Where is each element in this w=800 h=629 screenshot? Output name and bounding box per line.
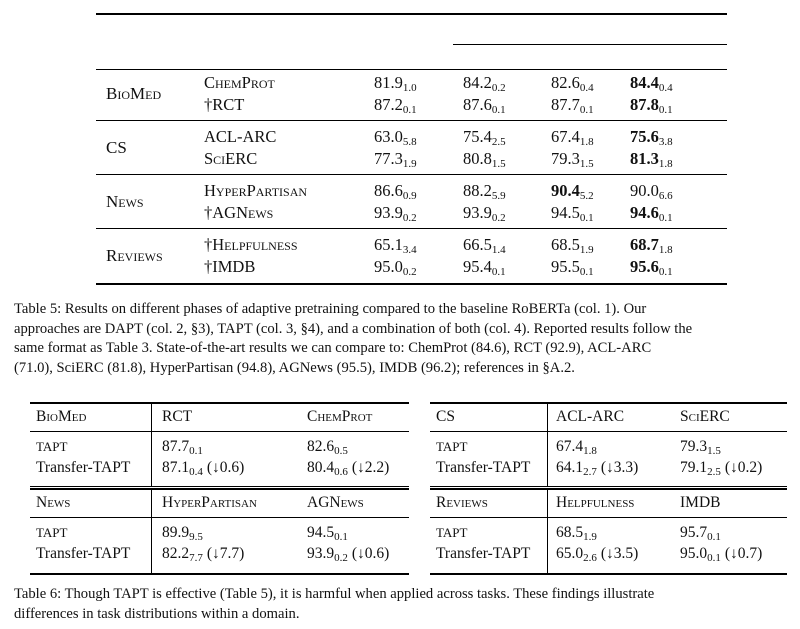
value-d xyxy=(463,73,506,93)
domain-label: BioMed xyxy=(106,84,162,103)
value-std: 7.7 xyxy=(189,552,203,564)
block-value xyxy=(162,544,244,564)
value-main: 64.1 xyxy=(556,459,584,476)
value-main: 63.0 xyxy=(374,127,403,146)
value-delta: (↓3.5) xyxy=(600,545,639,562)
value-main: 67.4 xyxy=(556,438,584,455)
block-value xyxy=(162,523,203,543)
value-main: 86.6 xyxy=(374,181,403,200)
value-r xyxy=(374,203,417,223)
value-d xyxy=(463,127,506,147)
caption-line: Table 5: Results on different phases of adaptive pretraining compared to the baseline RoBERTa (col. 1). Our xyxy=(14,301,647,317)
value-d xyxy=(463,149,506,169)
group-rule xyxy=(453,44,727,45)
block-value xyxy=(307,458,389,478)
value-dt xyxy=(630,257,673,277)
value-main: 87.7 xyxy=(162,438,190,455)
task-label: †RCT xyxy=(204,95,245,114)
value-main: 95.6 xyxy=(630,257,659,276)
value-std: 2.5 xyxy=(707,466,721,478)
value-std: 0.2 xyxy=(402,266,417,278)
value-std: 0.1 xyxy=(707,531,721,543)
value-std: 0.1 xyxy=(579,104,594,116)
group-rule-2 xyxy=(96,228,727,229)
value-std: 0.2 xyxy=(402,212,417,224)
block-col2-header: ChemProt xyxy=(307,408,373,425)
value-main: 87.1 xyxy=(162,459,190,476)
value-std: 1.9 xyxy=(402,158,417,170)
caption-line: approaches are DAPT (col. 2, §3), TAPT (col. 3, §4), and a combination of both (col. 4). Reported results follow the xyxy=(14,320,693,337)
block-col1-header: Helpfulness xyxy=(556,494,635,511)
value-d xyxy=(463,235,506,255)
value-main: 80.4 xyxy=(307,459,335,476)
value-main: 82.6 xyxy=(307,438,335,455)
value-std: 0.1 xyxy=(491,104,506,116)
value-main: 95.0 xyxy=(374,257,403,276)
value-std: 1.5 xyxy=(579,158,594,170)
value-std: 9.5 xyxy=(189,531,203,543)
block-top-rule xyxy=(430,402,787,404)
transfer-tapt-label: Transfer-TAPT xyxy=(36,459,131,476)
tapt-label: TAPT xyxy=(436,439,468,454)
block-value xyxy=(680,544,762,564)
tapt-label: TAPT xyxy=(436,525,468,540)
value-main: 79.3 xyxy=(551,149,580,168)
value-main: 81.9 xyxy=(374,73,403,92)
block-domain: BioMed xyxy=(36,408,87,425)
column-divider xyxy=(151,488,152,574)
value-std: 1.8 xyxy=(658,158,673,170)
block-bottom-rule xyxy=(430,486,787,487)
block-value xyxy=(680,458,762,478)
value-std: 1.5 xyxy=(707,445,721,457)
value-main: 68.7 xyxy=(630,235,659,254)
block-bottom-rule xyxy=(430,573,787,575)
value-delta: (↓3.3) xyxy=(600,459,639,476)
block-top-rule xyxy=(30,402,409,404)
value-main: 84.4 xyxy=(630,73,659,92)
value-r xyxy=(374,181,417,201)
value-std: 0.2 xyxy=(334,552,348,564)
block-value xyxy=(307,437,348,457)
block-top-rule xyxy=(430,488,787,490)
value-main: 87.8 xyxy=(630,95,659,114)
value-std: 5.8 xyxy=(402,136,417,148)
task-label: †IMDB xyxy=(204,257,256,276)
value-main: 65.0 xyxy=(556,545,584,562)
block-value xyxy=(162,458,244,478)
block-domain: CS xyxy=(436,408,455,425)
value-delta: (↓2.2) xyxy=(351,459,390,476)
tapt-label: TAPT xyxy=(36,525,68,540)
block-value xyxy=(680,437,721,457)
block-col1-header: RCT xyxy=(162,408,193,425)
value-main: 65.1 xyxy=(374,235,403,254)
value-t xyxy=(551,203,594,223)
block-top-rule xyxy=(30,488,409,490)
value-std: 5.9 xyxy=(491,190,506,202)
value-main: 90.4 xyxy=(551,181,580,200)
value-main: 82.6 xyxy=(551,73,580,92)
transfer-tapt-label: Transfer-TAPT xyxy=(36,545,131,562)
block-value xyxy=(307,544,389,564)
table-6-block xyxy=(30,402,409,488)
value-std: 1.8 xyxy=(658,244,673,256)
column-divider xyxy=(151,402,152,487)
value-main: 87.6 xyxy=(463,95,492,114)
value-std: 0.4 xyxy=(658,82,673,94)
value-r xyxy=(374,73,417,93)
value-delta: (↓0.2) xyxy=(724,459,763,476)
value-t xyxy=(551,257,594,277)
table-5-caption xyxy=(14,300,784,378)
tapt-label: TAPT xyxy=(36,439,68,454)
table-6-block xyxy=(430,488,787,574)
value-main: 87.2 xyxy=(374,95,403,114)
column-divider xyxy=(547,488,548,574)
domain-label: Reviews xyxy=(106,246,163,265)
value-main: 75.4 xyxy=(463,127,492,146)
block-value xyxy=(307,523,348,543)
value-main: 80.8 xyxy=(463,149,492,168)
block-domain: Reviews xyxy=(436,494,488,511)
caption-line: same format as Table 3. State-of-the-art results we can compare to: ChemProt (84.6), RCT (92.9), ACL-ARC xyxy=(14,340,652,357)
value-main: 93.9 xyxy=(374,203,403,222)
task-label: †AGNews xyxy=(204,203,274,222)
value-t xyxy=(551,149,594,169)
value-std: 1.4 xyxy=(491,244,506,256)
value-std: 2.7 xyxy=(583,466,597,478)
value-t xyxy=(551,127,594,147)
bottom-rule xyxy=(96,283,727,285)
task-label: SciERC xyxy=(204,149,258,168)
value-main: 88.2 xyxy=(463,181,492,200)
value-d xyxy=(463,181,506,201)
value-std: 0.1 xyxy=(579,212,594,224)
value-dt xyxy=(630,235,673,255)
block-value xyxy=(556,523,597,543)
value-std: 3.4 xyxy=(402,244,417,256)
value-std: 0.6 xyxy=(334,466,348,478)
value-dt xyxy=(630,149,673,169)
block-value xyxy=(556,458,638,478)
value-std: 3.8 xyxy=(658,136,673,148)
value-delta: (↓0.6) xyxy=(206,459,245,476)
value-main: 79.3 xyxy=(680,438,708,455)
value-main: 93.9 xyxy=(463,203,492,222)
column-divider xyxy=(547,402,548,487)
domain-label: News xyxy=(106,192,144,211)
value-delta: (↓0.7) xyxy=(724,545,763,562)
domain-label: CS xyxy=(106,138,127,157)
block-bottom-rule xyxy=(30,573,409,575)
value-dt xyxy=(630,95,673,115)
caption-line: (71.0), SciERC (81.8), HyperPartisan (94.8), AGNews (95.5), IMDB (96.2); references in §A.2. xyxy=(14,359,575,376)
value-main: 89.9 xyxy=(162,524,190,541)
value-main: 95.4 xyxy=(463,257,492,276)
value-std: 0.2 xyxy=(491,212,506,224)
value-std: 0.4 xyxy=(189,466,203,478)
header-rule xyxy=(96,69,727,70)
value-main: 84.2 xyxy=(463,73,492,92)
value-d xyxy=(463,95,506,115)
value-std: 5.2 xyxy=(579,190,594,202)
value-std: 6.6 xyxy=(658,190,673,202)
block-col2-header: SciERC xyxy=(680,408,730,425)
value-main: 95.7 xyxy=(680,524,708,541)
value-main: 75.6 xyxy=(630,127,659,146)
block-mid-rule xyxy=(30,431,409,432)
value-std: 0.1 xyxy=(491,266,506,278)
block-mid-rule xyxy=(430,431,787,432)
value-d xyxy=(463,203,506,223)
value-t xyxy=(551,181,594,201)
transfer-tapt-label: Transfer-TAPT xyxy=(436,545,531,562)
value-t xyxy=(551,73,594,93)
value-std: 0.1 xyxy=(658,104,673,116)
value-main: 77.3 xyxy=(374,149,403,168)
value-main: 67.4 xyxy=(551,127,580,146)
value-dt xyxy=(630,181,673,201)
value-std: 0.9 xyxy=(402,190,417,202)
value-std: 1.0 xyxy=(402,82,417,94)
value-main: 87.7 xyxy=(551,95,580,114)
value-main: 81.3 xyxy=(630,149,659,168)
block-col1-header: HyperPartisan xyxy=(162,494,257,511)
task-label: ACL-ARC xyxy=(204,127,277,146)
block-col2-header: AGNews xyxy=(307,494,364,511)
value-std: 0.1 xyxy=(334,531,348,543)
block-value xyxy=(680,523,721,543)
value-t xyxy=(551,235,594,255)
value-main: 90.0 xyxy=(630,181,659,200)
value-std: 0.5 xyxy=(334,445,348,457)
value-std: 0.1 xyxy=(579,266,594,278)
caption-line: differences in task distributions within a domain. xyxy=(14,605,300,622)
task-label: ChemProt xyxy=(204,73,275,92)
block-value xyxy=(556,544,638,564)
value-main: 79.1 xyxy=(680,459,708,476)
task-label: HyperPartisan xyxy=(204,181,308,200)
value-std: 1.8 xyxy=(579,136,594,148)
value-std: 2.6 xyxy=(583,552,597,564)
block-col2-header: IMDB xyxy=(680,494,721,511)
value-std: 1.9 xyxy=(579,244,594,256)
caption-line: Table 6: Though TAPT is effective (Table 5), it is harmful when applied across tasks. These findings illustrate xyxy=(14,586,655,602)
block-value xyxy=(162,437,203,457)
value-dt xyxy=(630,73,673,93)
block-bottom-rule xyxy=(30,486,409,487)
value-main: 68.5 xyxy=(556,524,584,541)
table-6-block xyxy=(430,402,787,488)
value-main: 68.5 xyxy=(551,235,580,254)
value-r xyxy=(374,149,417,169)
value-r xyxy=(374,257,417,277)
value-delta: (↓0.6) xyxy=(351,545,390,562)
value-dt xyxy=(630,203,673,223)
value-main: 95.5 xyxy=(551,257,580,276)
value-std: 0.1 xyxy=(189,445,203,457)
value-dt xyxy=(630,127,673,147)
block-col1-header: ACL-ARC xyxy=(556,408,625,425)
block-mid-rule xyxy=(30,517,409,518)
value-std: 0.1 xyxy=(658,266,673,278)
value-std: 0.1 xyxy=(402,104,417,116)
value-delta: (↓7.7) xyxy=(206,545,245,562)
task-label: †Helpfulness xyxy=(204,235,298,254)
value-std: 0.1 xyxy=(707,552,721,564)
group-rule-0 xyxy=(96,120,727,121)
value-main: 94.5 xyxy=(551,203,580,222)
value-t xyxy=(551,95,594,115)
top-rule xyxy=(96,13,727,15)
block-mid-rule xyxy=(430,517,787,518)
value-main: 94.5 xyxy=(307,524,335,541)
transfer-tapt-label: Transfer-TAPT xyxy=(436,459,531,476)
value-std: 1.8 xyxy=(583,445,597,457)
block-value xyxy=(556,437,597,457)
value-d xyxy=(463,257,506,277)
value-r xyxy=(374,235,417,255)
value-main: 66.5 xyxy=(463,235,492,254)
value-main: 82.2 xyxy=(162,545,190,562)
value-std: 0.2 xyxy=(491,82,506,94)
value-std: 0.1 xyxy=(658,212,673,224)
group-rule-1 xyxy=(96,174,727,175)
value-std: 2.5 xyxy=(491,136,506,148)
table-6-block xyxy=(30,488,409,574)
value-std: 1.5 xyxy=(491,158,506,170)
value-main: 93.9 xyxy=(307,545,335,562)
value-r xyxy=(374,127,417,147)
value-std: 0.4 xyxy=(579,82,594,94)
block-domain: News xyxy=(36,494,71,511)
value-std: 1.9 xyxy=(583,531,597,543)
value-r xyxy=(374,95,417,115)
table-6-caption xyxy=(14,585,784,624)
value-main: 95.0 xyxy=(680,545,708,562)
value-main: 94.6 xyxy=(630,203,659,222)
